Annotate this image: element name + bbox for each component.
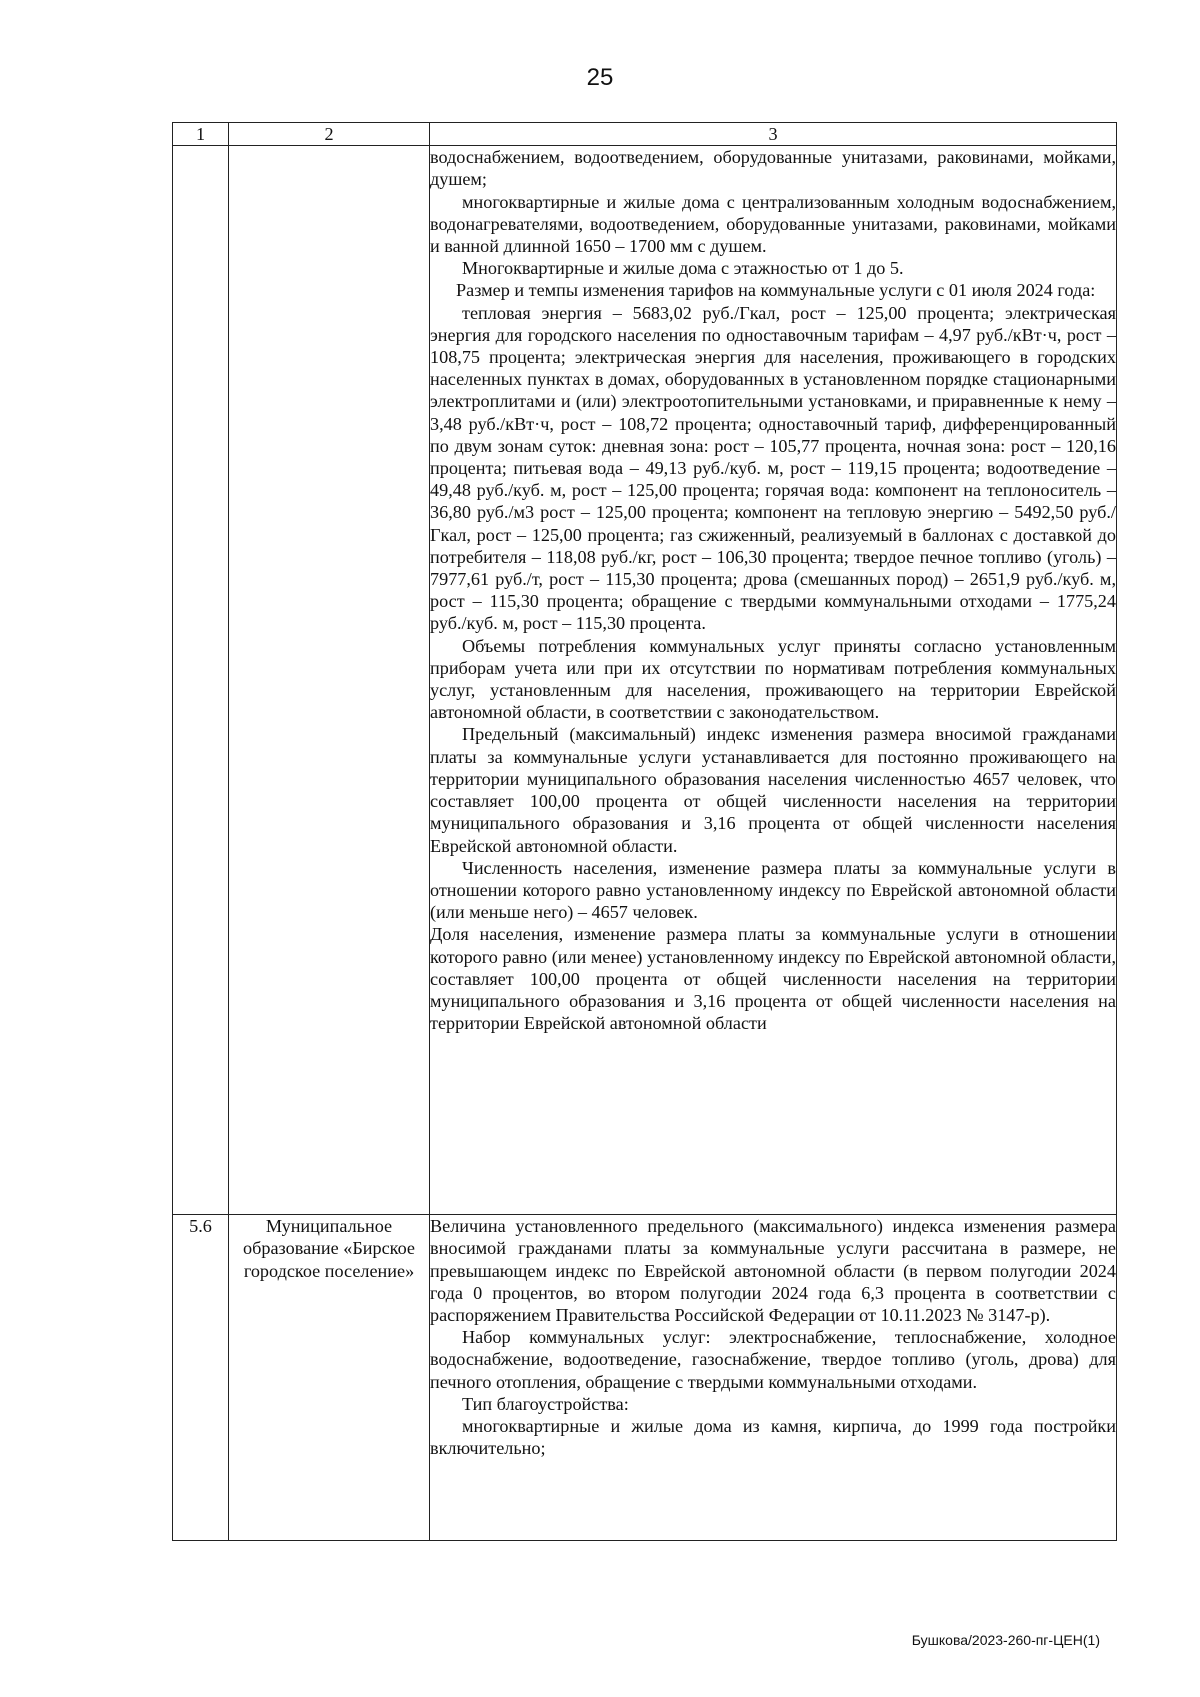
row-organization	[229, 146, 430, 1215]
header-col-1: 1	[173, 123, 229, 146]
page-number: 25	[586, 64, 614, 91]
header-col-3: 3	[430, 123, 1117, 146]
tariff-table	[172, 122, 1117, 1541]
paragraph: многоквартирные и жилые дома с централизованным холодным водоснабжением, водонагревателями, водоотведением, оборудованные унитазами, раковинами, мойками и ванной длинной 1650 – 1700 мм с душем.	[430, 191, 1116, 257]
paragraph: Набор коммунальных услуг: электроснабжение, теплоснабжение, холодное водоснабжение, водоотведение, газоснабжение, твердое топливо (уголь, дрова) для печного отопления, обращение с твердыми коммунальными отходами.	[430, 1327, 1116, 1392]
row-description	[430, 1215, 1117, 1541]
header-col-2: 2	[229, 123, 430, 146]
paragraph: Объемы потребления коммунальных услуг приняты согласно установленным приборам учета или при их отсутствии по нормативам потребления коммунальных услуг, установленным для населения, проживающего на территории Еврейской автономной области, в соответствии с законодательством.	[430, 635, 1116, 723]
paragraph: водоснабжением, водоотведением, оборудованные унитазами, раковинами, мойками, душем;	[430, 147, 1116, 190]
paragraph: Величина установленного предельного (максимального) индекса изменения размера вносимой гражданами платы за коммунальные услуги рассчитана в размере, не превышающем индекс по Еврейской автономной области (в первом полугодии 2024 года 0 процентов, во втором полугодии 2024 года 6,3 процента в соответствии с распоряжением Правительства Российской Федерации от 10.11.2023 № 3147-р).	[430, 1216, 1116, 1326]
paragraph: Размер и темпы изменения тарифов на коммунальные услуги с 01 июля 2024 года:	[456, 280, 1096, 301]
table-header-row	[173, 123, 1117, 146]
row-description	[430, 146, 1117, 1215]
row-number	[173, 146, 229, 1215]
row-number: 5.6	[173, 1215, 229, 1541]
table-row-5-6	[173, 1215, 1117, 1541]
paragraph: Численность населения, изменение размера платы за коммунальные услуги в отношении которого равно установленному индексу по Еврейской автономной области (или меньше него) – 4657 человек.	[430, 857, 1116, 923]
paragraph: Предельный (максимальный) индекс изменения размера вносимой гражданами платы за коммунальные услуги устанавливается для постоянно проживающего на территории муниципального образования населения численностью 4657 человек, что составляет 100,00 процента от общей численности населения на территории муниципального образования и 3,16 процента от общей численности населения Еврейской автономной области.	[430, 724, 1116, 856]
paragraph: Тип благоустройства:	[462, 1393, 629, 1414]
row-organization: Муниципальное образование «Бирское городское поселение»	[229, 1215, 430, 1541]
document-code: Бушкова/2023-260-пг-ЦЕН(1)	[911, 1632, 1100, 1648]
paragraph: Доля населения, изменение размера платы за коммунальные услуги в отношении которого равно (или менее) установленному индексу по Еврейской автономной области, составляет 100,00 процента от общей численности населения на территории муниципального образования и 3,16 процента от общей численности населения на территории Еврейской автономной области	[430, 924, 1116, 1034]
table-row-continued	[173, 146, 1117, 1215]
paragraph: Многоквартирные и жилые дома с этажностью от 1 до 5.	[462, 258, 904, 279]
paragraph: многоквартирные и жилые дома из камня, кирпича, до 1999 года постройки включительно;	[430, 1416, 1116, 1459]
paragraph: тепловая энергия – 5683,02 руб./Гкал, рост – 125,00 процента; электрическая энергия для городского населения по одноставочным тарифам – 4,97 руб./кВт·ч, рост – 108,75 процента; электрическая энергия для населения, проживающего в городских населенных пунктах в домах, оборудованных в установленном порядке стационарными электроплитами и (или) электроотопительными установками, и приравненные к нему – 3,48 руб./кВт·ч, рост – 108,72 процента; одноставочный тариф, дифференцированный по двум зонам суток: дневная зона: рост – 105,77 процента, ночная зона: рост – 120,16 процента; питьевая вода – 49,13 руб./куб. м, рост – 119,15 процента; водоотведение – 49,48 руб./куб. м, рост – 125,00 процента; горячая вода: компонент на теплоноситель – 36,80 руб./м3 рост – 125,00 процента; компонент на тепловую энергию – 5492,50 руб./Гкал, рост – 125,00 процента; газ сжиженный, реализуемый в баллонах с доставкой до потребителя – 118,08 руб./кг, рост – 106,30 процента; твердое печное топливо (уголь) – 7977,61 руб./т, рост – 115,30 процента; дрова (смешанных пород) – 2651,9 руб./куб. м, рост – 115,30 процента; обращение с твердыми коммунальными отходами – 1775,24 руб./куб. м, рост – 115,30 процента.	[430, 302, 1116, 634]
